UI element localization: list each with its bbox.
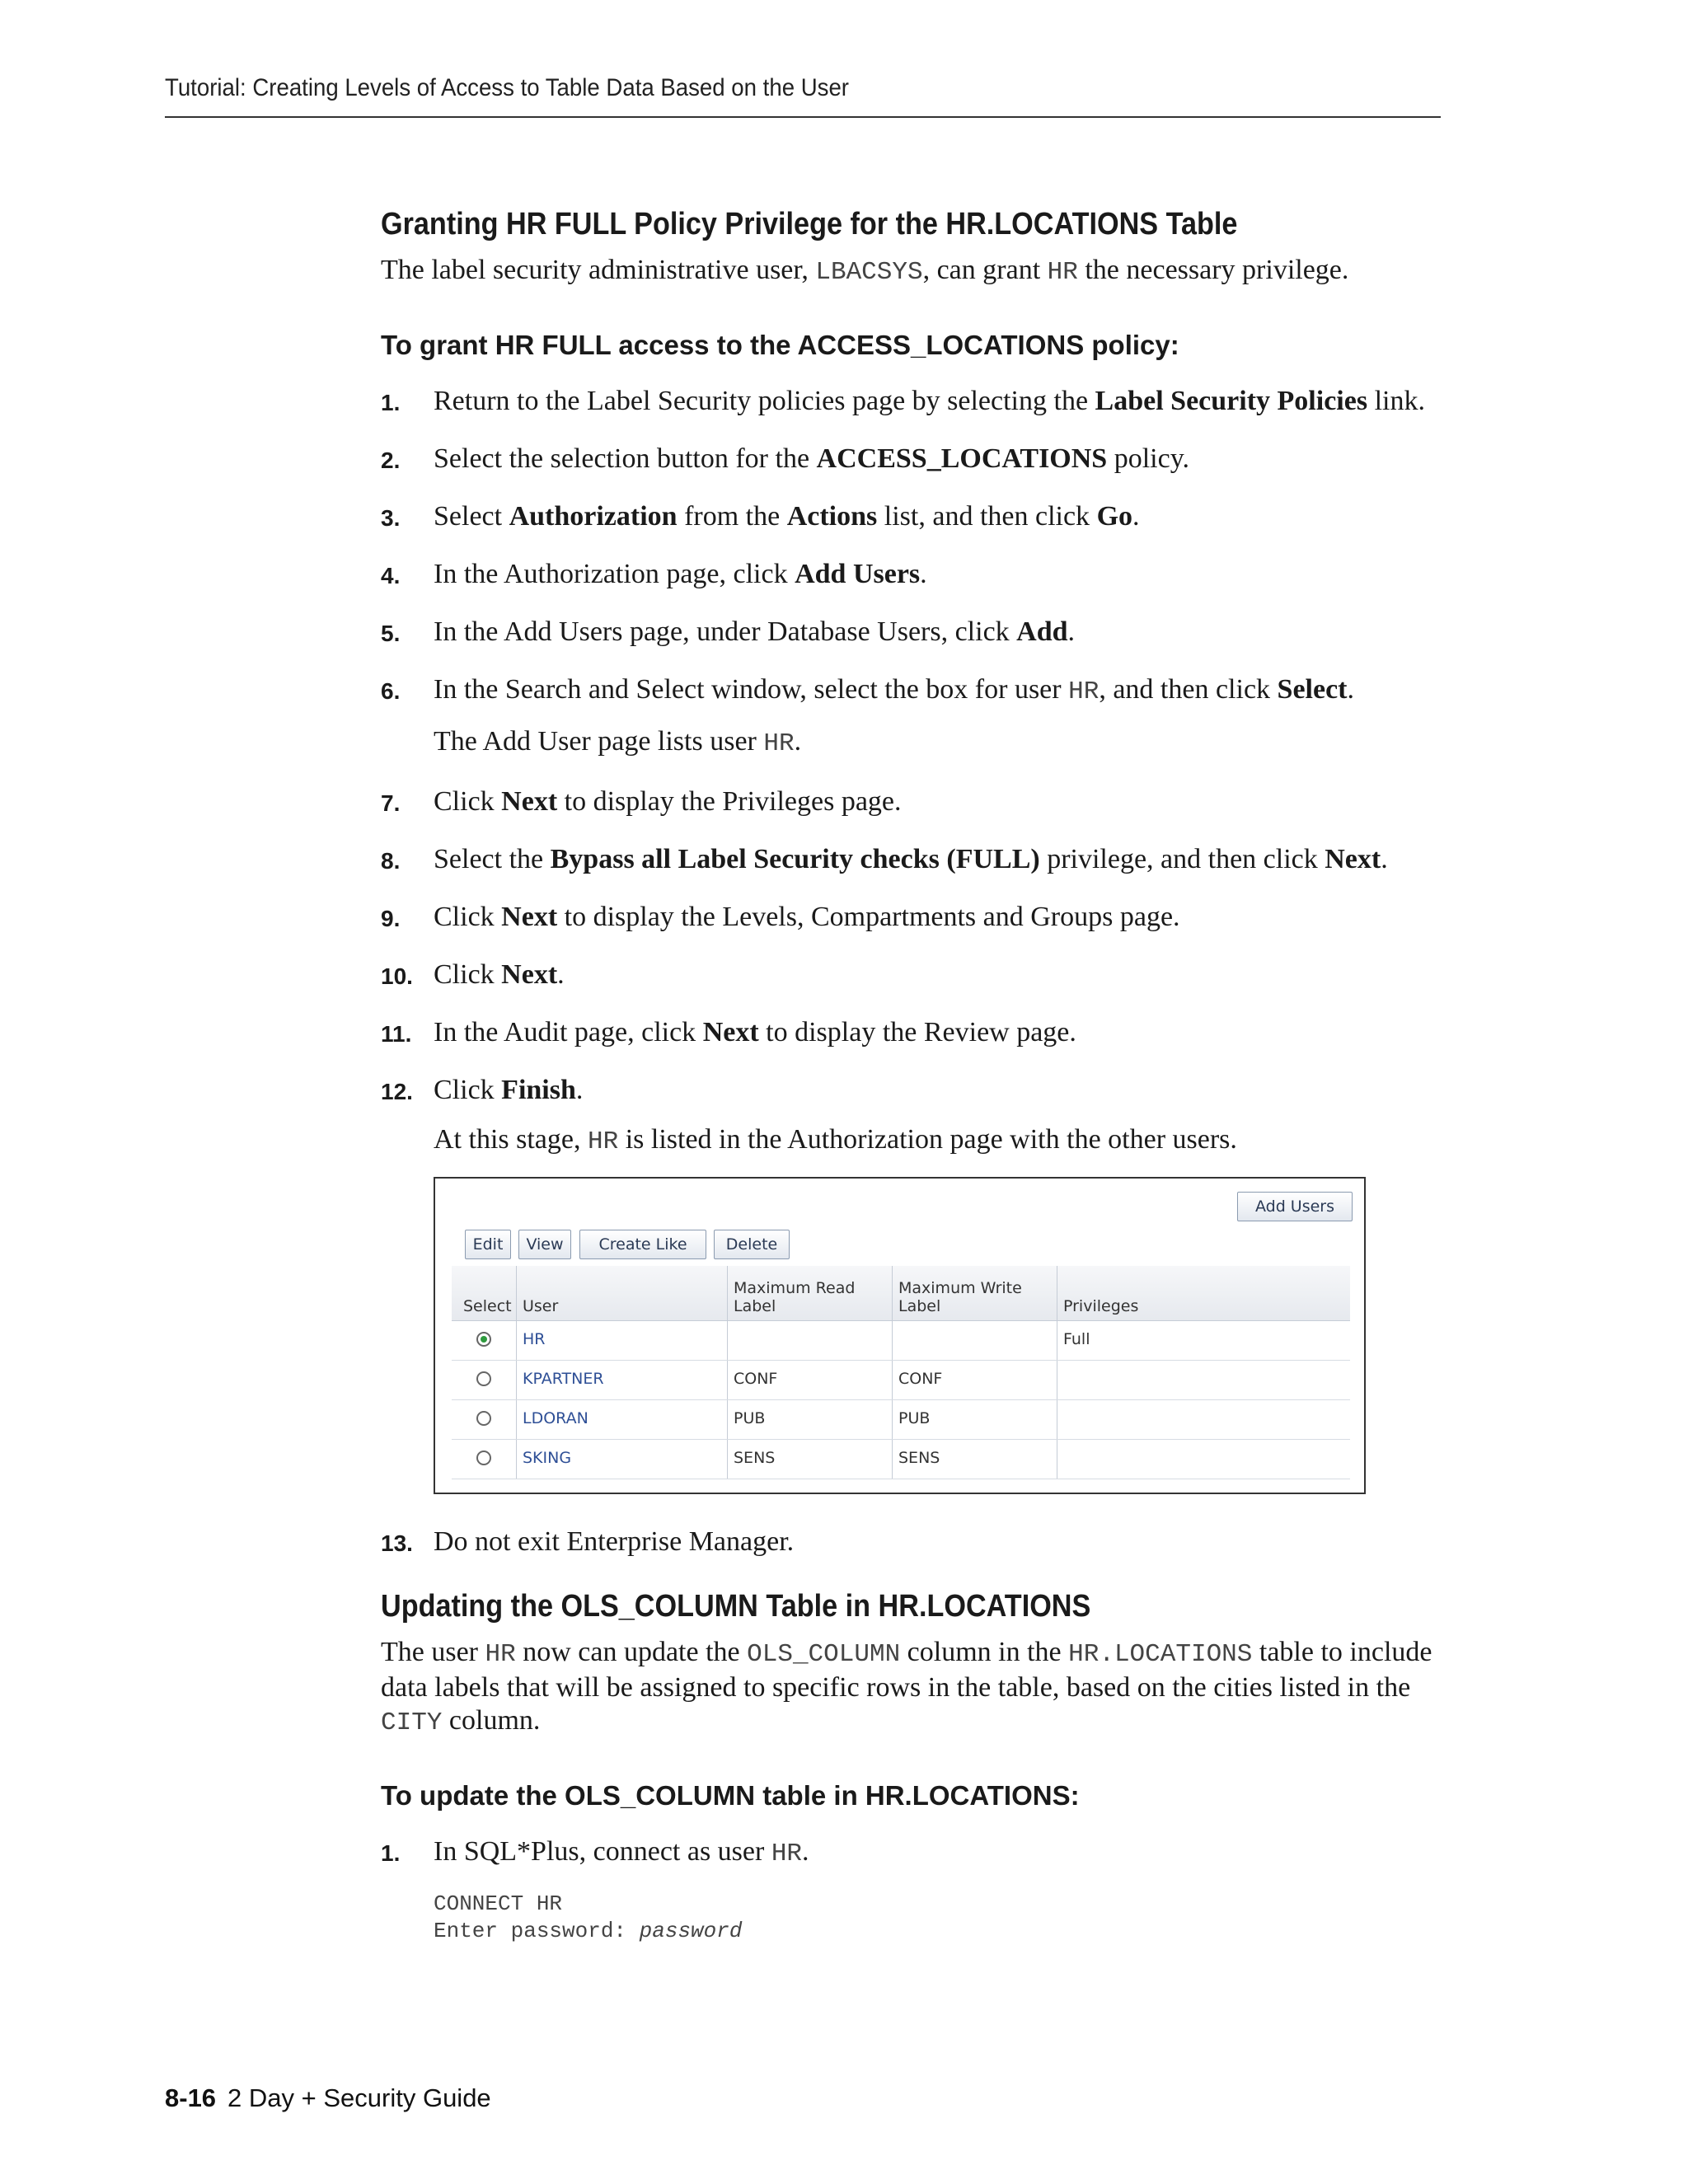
row-select-radio[interactable] [476,1332,491,1347]
procedure-title-grant: To grant HR FULL access to the ACCESS_LOCATIONS policy: [381,330,1179,360]
step-item: 13. Do not exit Enterprise Manager. [381,1526,795,1557]
step-item: 4. In the Authorization page, click Add Users. [381,559,927,589]
user-link[interactable]: HR [523,1330,546,1348]
col-header-select: Select [463,1297,512,1315]
max-write-label: SENS [898,1449,940,1467]
step-item: 3. Select Authorization from the Actions list, and then click Go. [381,501,1140,532]
page-content [381,206,1452,1945]
user-link[interactable]: KPARTNER [523,1370,604,1388]
page-number: 8-16 [165,2083,217,2112]
step-note: At this stage, HR is listed in the Authorization page with the other users. [434,1124,1237,1156]
max-read-label: SENS [734,1449,776,1467]
table-row [452,1400,1350,1440]
code-example: CONNECT HR Enter password: password [434,1891,743,1943]
book-title: 2 Day + Security Guide [227,2083,491,2112]
step-item: 1. Return to the Label Security policies page by selecting the Label Security Policies link. [381,386,1425,416]
section-heading-updating: Updating the OLS_COLUMN Table in HR.LOCATIONS [381,1589,1091,1624]
row-select-radio[interactable] [476,1371,491,1386]
view-button[interactable]: View [518,1230,571,1259]
edit-button[interactable]: Edit [465,1230,511,1259]
step-item: 7. Click Next to display the Privileges page. [381,786,902,817]
step-item: 12. Click Finish. At this stage, HR is listed in the Authorization page with the other users. [381,1074,1452,1159]
user-link[interactable]: LDORAN [523,1409,588,1427]
update-steps [381,1835,1452,1871]
authorization-screenshot [434,1177,1366,1494]
max-write-label: PUB [898,1409,931,1427]
step-item: 6. In the Search and Select window, select the box for user HR, and then click Select. The Add User page lists user HR. [381,673,1452,761]
running-header: Tutorial: Creating Levels of Access to Table Data Based on the User [165,74,849,101]
page-footer [165,2083,491,2113]
table-header [452,1266,1350,1321]
step-item: 5. In the Add Users page, under Database Users, click Add. [381,616,1076,647]
max-read-label: PUB [734,1409,766,1427]
col-header-privileges: Privileges [1063,1297,1139,1315]
row-select-radio[interactable] [476,1451,491,1465]
col-header-max-read: Maximum Read Label [734,1279,856,1315]
step-note: The Add User page lists user HR. [434,726,802,758]
procedure-title-update: To update the OLS_COLUMN table in HR.LOCATIONS: [381,1780,1080,1811]
add-users-button[interactable]: Add Users [1237,1192,1353,1221]
step-item: 9. Click Next to display the Levels, Compartments and Groups page. [381,902,1180,932]
table-row [452,1440,1350,1479]
table-row [452,1321,1350,1361]
step-item: 2. Select the selection button for the ACCESS_LOCATIONS policy. [381,443,1189,474]
grant-steps [381,385,1452,1159]
section1-intro: The label security administrative user, LBACSYS, can grant HR the necessary privilege. [381,255,1349,287]
col-header-user: User [523,1297,559,1315]
users-table [452,1266,1350,1479]
grant-steps-continued [381,1526,1452,1558]
step-item: 1. In SQL*Plus, connect as user HR. [381,1836,809,1868]
row-select-radio[interactable] [476,1411,491,1426]
table-row [452,1361,1350,1400]
create-like-button[interactable]: Create Like [579,1230,706,1259]
col-header-max-write: Maximum Write Label [898,1279,1022,1315]
max-read-label: CONF [734,1370,778,1388]
step-item: 11. In the Audit page, click Next to display the Review page. [381,1017,1076,1047]
section-heading-granting: Granting HR FULL Policy Privilege for the HR.LOCATIONS Table [381,207,1238,241]
max-write-label: CONF [898,1370,943,1388]
step-item: 10. Click Next. [381,959,565,990]
user-link[interactable]: SKING [523,1449,572,1467]
step-item: 8. Select the Bypass all Label Security checks (FULL) privilege, and then click Next. [381,844,1388,874]
section2-intro: The user HR now can update the OLS_COLUMN column in the HR.LOCATIONS table to include data labels that will be assigned to specific rows in the table, based on the cities listed in the CITY column. [381,1637,1432,1737]
header-rule [165,116,1441,118]
privileges-value: Full [1063,1330,1090,1348]
delete-button[interactable]: Delete [714,1230,790,1259]
